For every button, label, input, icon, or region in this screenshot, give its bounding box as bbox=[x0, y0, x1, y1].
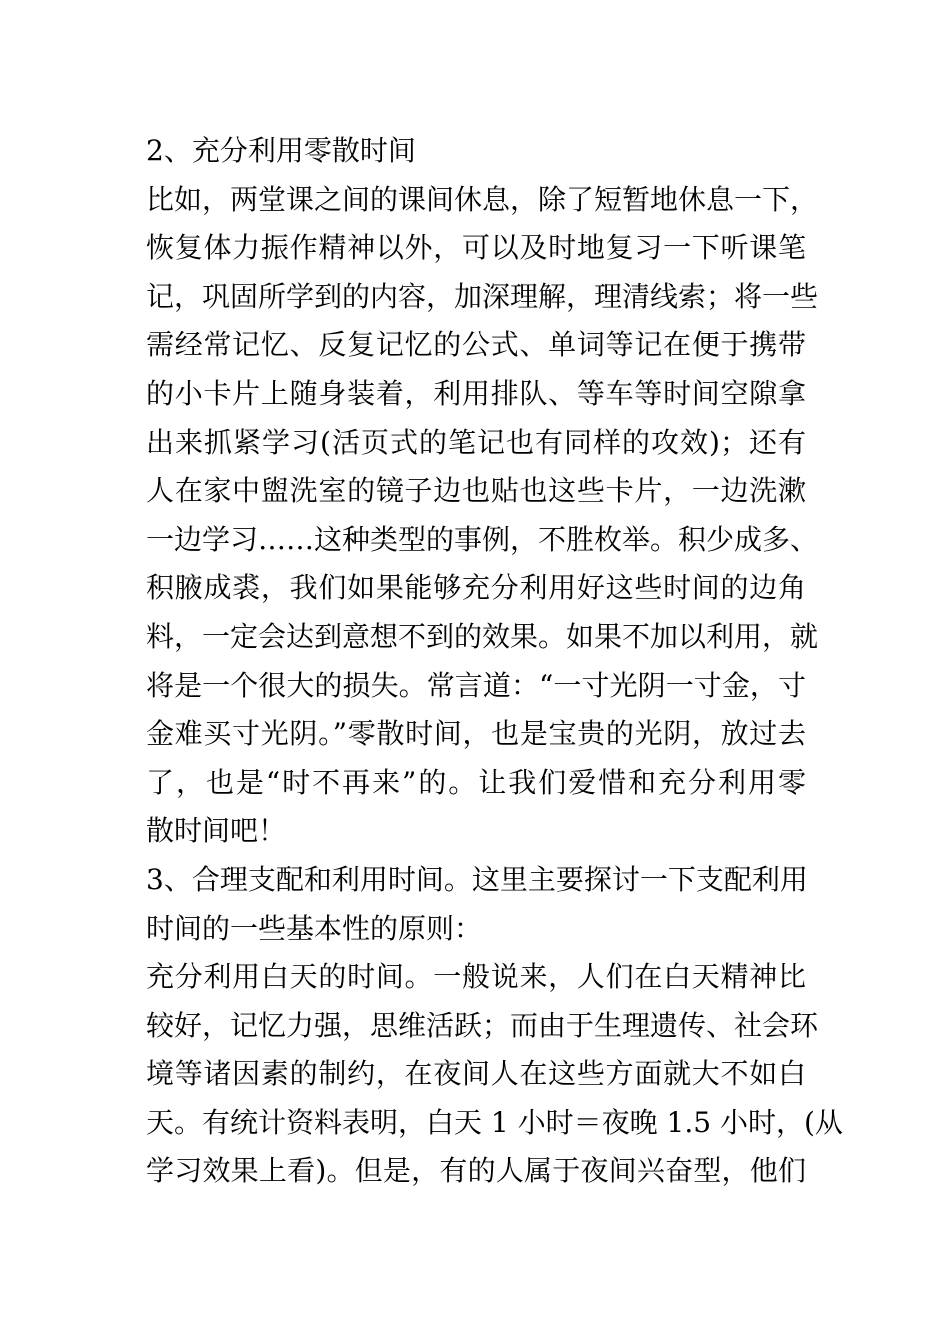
text-line: 人在家中盥洗室的镜子边也贴也这些卡片，一边洗漱 bbox=[146, 474, 806, 508]
text-line: 将是一个很大的损失。常言道：“一寸光阴一寸金，寸 bbox=[146, 668, 806, 702]
text-line: 需经常记忆、反复记忆的公式、单词等记在便于携带 bbox=[146, 328, 806, 362]
text-line: 时间的一些基本性的原则： bbox=[146, 911, 483, 945]
text-line: 充分利用白天的时间。一般说来，人们在白天精神比 bbox=[146, 960, 806, 994]
text-line: 境等诸因素的制约，在夜间人在这些方面就大不如白 bbox=[146, 1057, 806, 1091]
text-line: 学习效果上看)。但是，有的人属于夜间兴奋型，他们 bbox=[146, 1154, 806, 1188]
text-line: 散时间吧！ bbox=[146, 814, 287, 848]
body-text bbox=[146, 127, 843, 1196]
text-line: 记，巩固所学到的内容，加深理解，理清线索；将一些 bbox=[146, 279, 819, 313]
text-line: 金难买寸光阴。”零散时间，也是宝贵的光阴，放过去 bbox=[146, 717, 806, 751]
text-line: 出来抓紧学习(活页式的笔记也有同样的攻效)；还有 bbox=[146, 425, 806, 459]
text-line: 天。有统计资料表明，白天 1 小时＝夜晚 1.5 小时，(从 bbox=[146, 1105, 843, 1139]
text-line: 的小卡片上随身装着，利用排队、等车等时间空隙拿 bbox=[146, 376, 806, 410]
text-line: 比如，两堂课之间的课间休息，除了短暂地休息一下， bbox=[146, 182, 819, 216]
text-line: 恢复体力振作精神以外，可以及时地复习一下听课笔 bbox=[146, 231, 806, 265]
text-line: 较好，记忆力强，思维活跃；而由于生理遗传、社会环 bbox=[146, 1008, 819, 1042]
text-line: 积腋成裘，我们如果能够充分利用好这些时间的边角 bbox=[146, 571, 806, 605]
text-line: 2、充分利用零散时间 bbox=[146, 134, 416, 167]
text-line: 一边学习……这种类型的事例，不胜枚举。积少成多、 bbox=[146, 522, 819, 556]
text-line: 料，一定会达到意想不到的效果。如果不加以利用，就 bbox=[146, 619, 819, 653]
text-line: 3、合理支配和利用时间。这里主要探讨一下支配利用 bbox=[146, 862, 808, 896]
text-line: 了，也是“时不再来”的。让我们爱惜和充分利用零 bbox=[146, 765, 806, 799]
